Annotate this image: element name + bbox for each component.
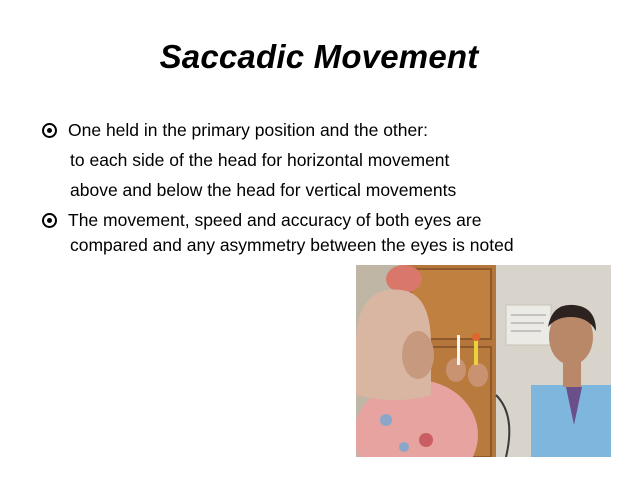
bullet-item-2 bbox=[42, 208, 481, 233]
circled-dot-bullet-icon bbox=[42, 123, 57, 138]
bullet-item-1 bbox=[42, 118, 428, 143]
bullet-1-subline-1: to each side of the head for horizontal movement bbox=[70, 150, 450, 170]
eye-examination-photo bbox=[356, 265, 611, 457]
circled-dot-bullet-icon bbox=[42, 213, 57, 228]
bullet-2-line-2: compared and any asymmetry between the eyes is noted bbox=[70, 235, 514, 255]
slide-title: Saccadic Movement bbox=[159, 38, 479, 75]
bullet-1-text: One held in the primary position and the other: bbox=[68, 120, 428, 140]
photo-illustration bbox=[356, 265, 611, 457]
bullet-1-subline-2: above and below the head for vertical movements bbox=[70, 180, 457, 200]
bullet-2-line-1: The movement, speed and accuracy of both eyes are bbox=[68, 210, 482, 230]
